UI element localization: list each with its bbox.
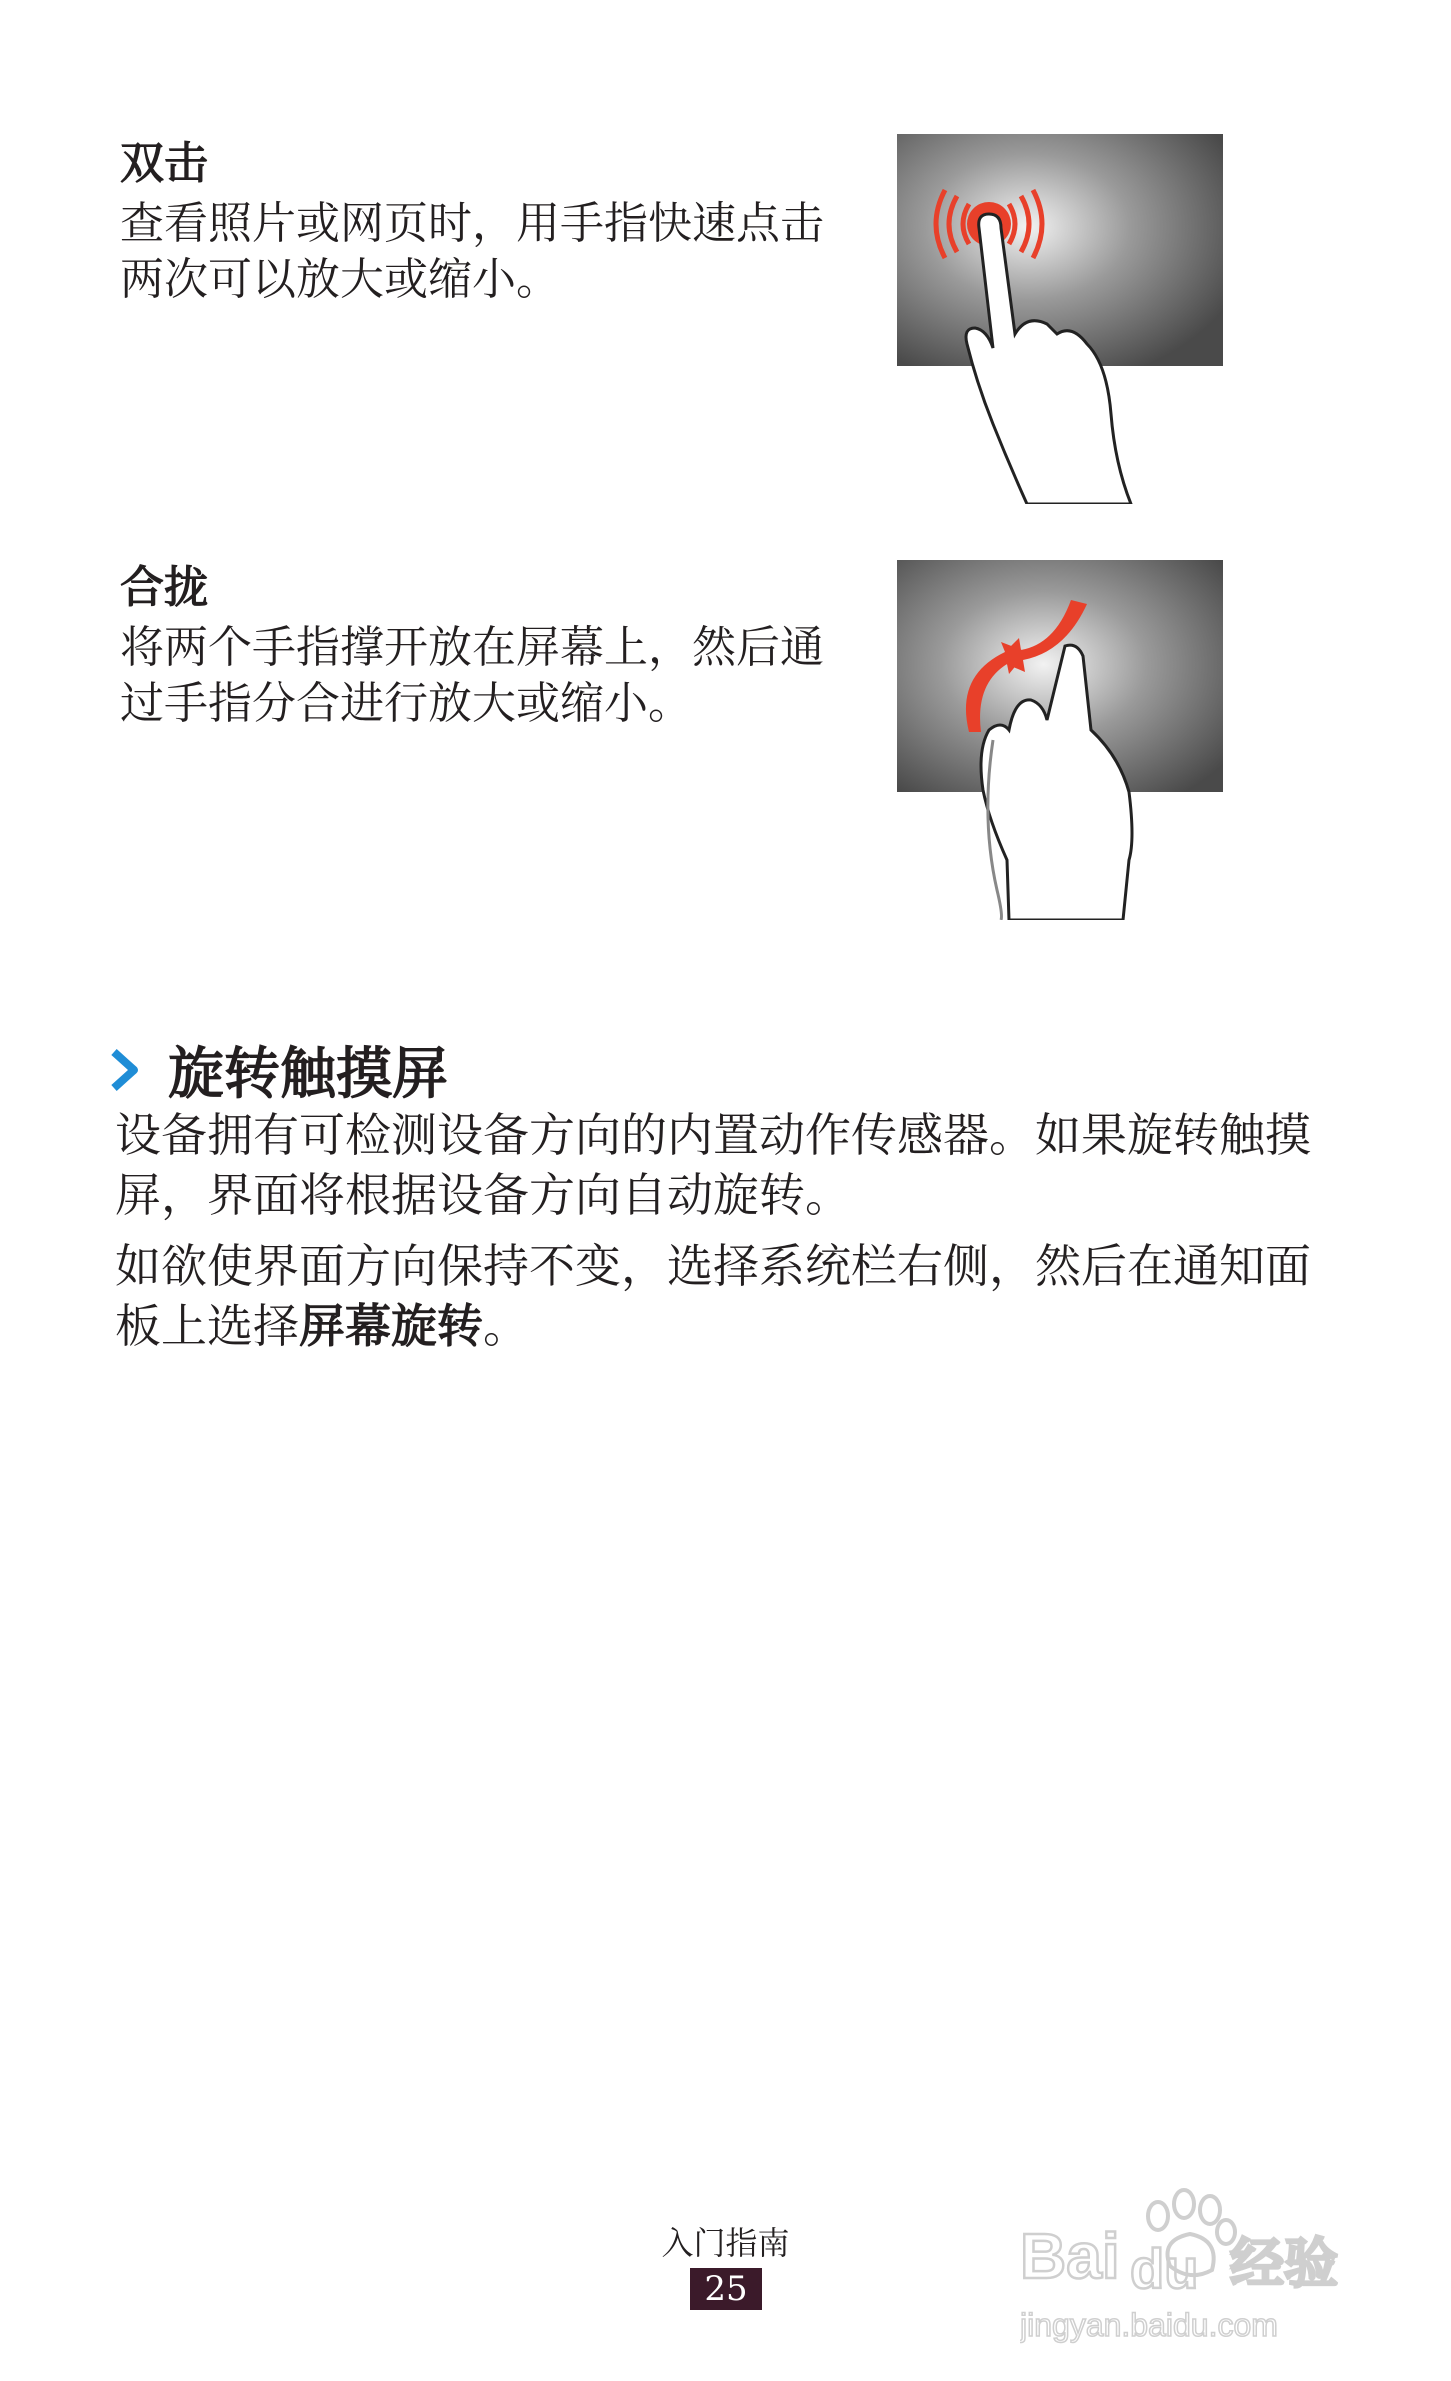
watermark-url: jingyan.baidu.com [1020, 2307, 1278, 2343]
section-paragraph-2 [115, 1236, 1345, 1356]
baidu-jingyan-watermark [1020, 2170, 1420, 2350]
para2-prefix: 如欲使界面方向保持不变，选择系统栏右侧，然后在通知面板上选择 [115, 1239, 1311, 1353]
watermark-brand: Bai [1020, 2220, 1120, 2292]
chevron-right-icon [110, 1048, 140, 1092]
section-paragraph-1: 设备拥有可检测设备方向的内置动作传感器。如果旋转触摸屏，界面将根据设备方向自动旋转。 [115, 1108, 1311, 1222]
double-tap-illustration [897, 134, 1227, 504]
pinch-title: 合拢 [120, 562, 208, 613]
watermark-brand-suffix: du [1130, 2237, 1199, 2300]
watermark-product: 经验 [1230, 2232, 1338, 2295]
section-heading [110, 1030, 448, 1110]
pinch-illustration [897, 560, 1227, 920]
screen-rotation-label: 屏幕旋转 [299, 1299, 483, 1353]
double-tap-description: 查看照片或网页时，用手指快速点击两次可以放大或缩小。 [120, 198, 824, 305]
page-number: 25 [690, 2268, 762, 2310]
pinch-description: 将两个手指撑开放在屏幕上，然后通过手指分合进行放大或缩小。 [120, 622, 824, 729]
section-heading-text: 旋转触摸屏 [168, 1042, 448, 1107]
chapter-label: 入门指南 [661, 2224, 790, 2262]
double-tap-title: 双击 [120, 138, 208, 189]
para2-suffix: 。 [483, 1299, 529, 1353]
